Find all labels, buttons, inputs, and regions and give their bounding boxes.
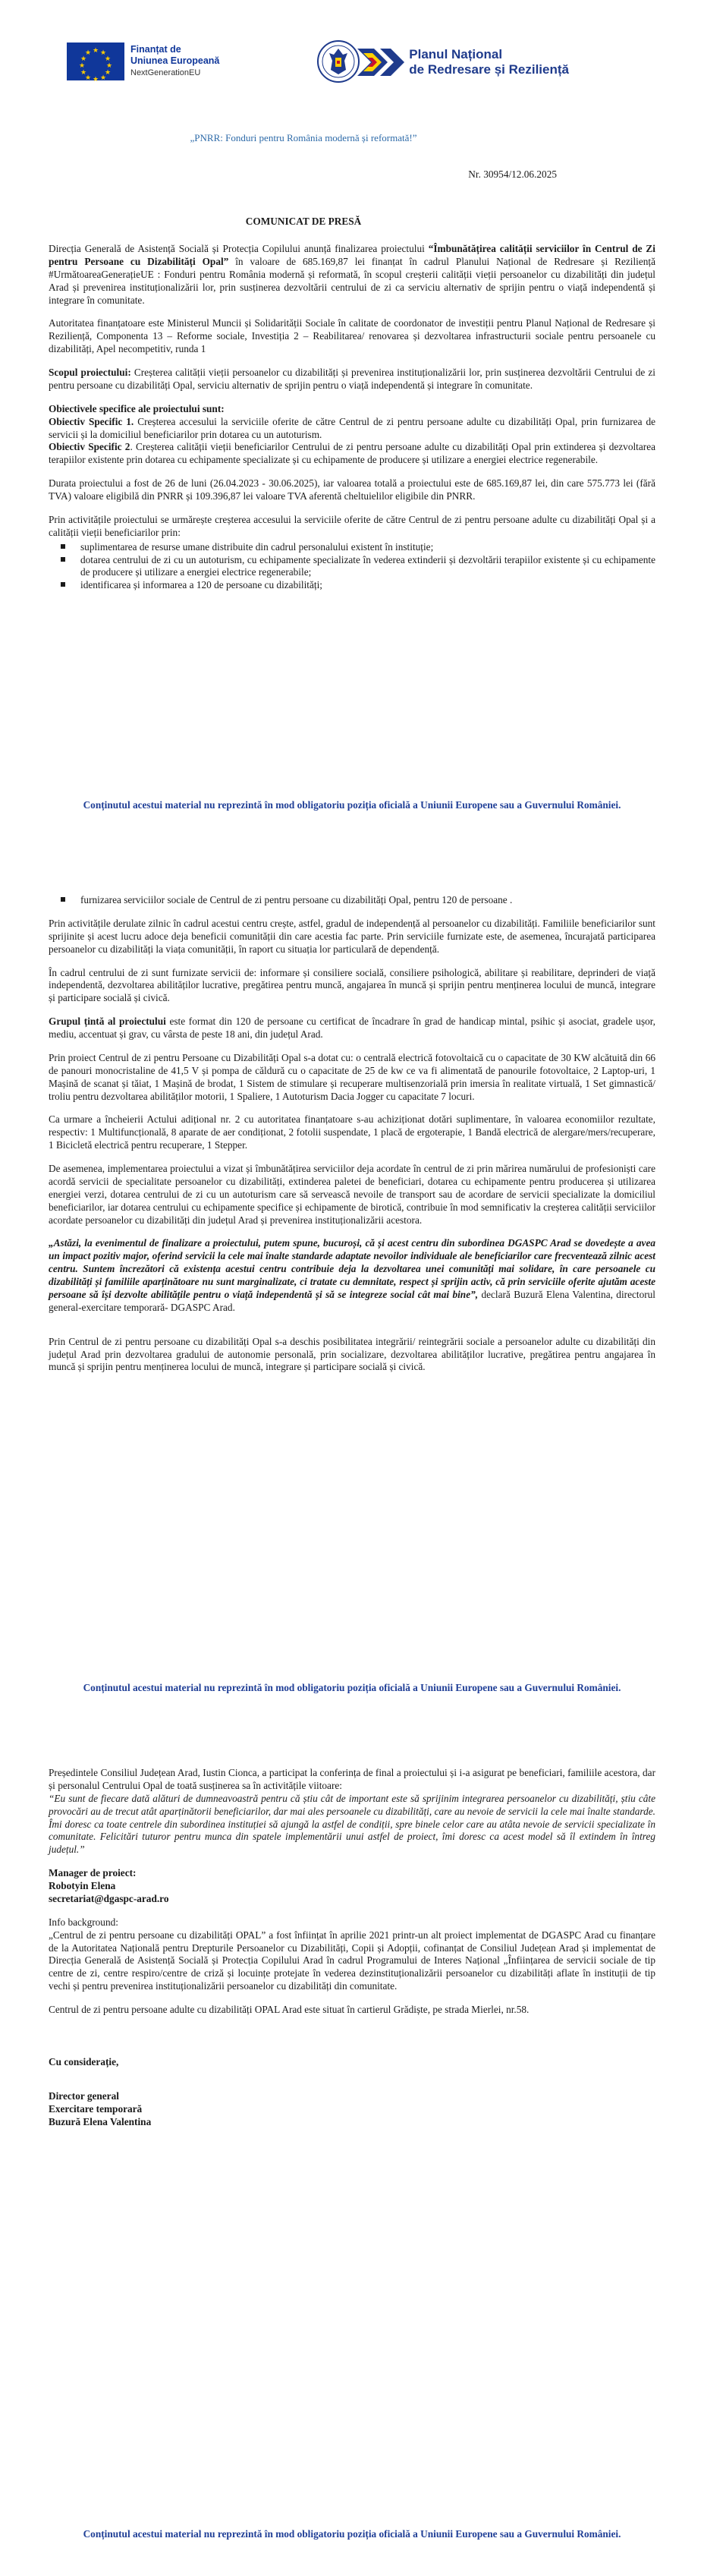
page-3-body: [0, 1767, 704, 2139]
objective-2-label: Obiectiv Specific 2: [49, 441, 130, 453]
signature-line-1: Director general: [49, 2089, 119, 2102]
info-label: Info background:: [49, 1916, 118, 1928]
manager-label: Manager de proiect:: [49, 1867, 137, 1879]
intro-paragraph: [49, 243, 655, 307]
director-quote-attribution: declară Buzură Elena Valentina, directorul general-exercitare temporară- DGASPC Arad.: [49, 1288, 655, 1313]
pnrr-logo-line2: de Redresare și Reziliență: [409, 62, 569, 77]
manager-email-link[interactable]: secretariat@dgaspc-arad.ro: [49, 1892, 169, 1904]
pnrr-logo: [357, 46, 569, 79]
services-paragraph: În cadrul centrului de zi sunt furnizate servicii de: informare și consiliere socială, consiliere psihologică, abilitare și reabilitare, deprinderi de viață independentă, dezvoltarea abilităților lucrative, pregătirea pentru muncă, angajarea în muncă și sprijin pentru menținerea locului de muncă, integrare și participare socială și civică.: [49, 966, 655, 1004]
disclaimer-page-3: Conținutul acestui material nu reprezintă în mod obligatoriu poziția oficială a Uniunii Europene sau a Guvernului României.: [83, 2528, 621, 2540]
objectives-title: Obiectivele specifice ale proiectului sunt:: [49, 402, 225, 414]
director-quote: [49, 1237, 655, 1314]
romanian-government-coat-of-arms-icon: [317, 39, 360, 83]
authority-paragraph: Autoritatea finanțatoare este Ministerul Muncii și Solidarității Sociale în calitate de coordonator de investiții pentru Planul Național de Redresare și Reziliență, Componenta 13 – Reforme sociale, Investiția 2 – Reabilitarea/ renovarea și dezvoltarea infrastructurii sociale pentru persoanele cu dizabilități, Apel necompetitiv, runda 1: [49, 317, 655, 355]
target-group-text: este format din 120 de persoane cu certificat de încadrare în grad de handicap mintal, psihic și asociat, gradele ușor, mediu, accentuat și grav, cu vârsta de peste 18 ani, din județul Arad.: [49, 1016, 655, 1040]
disclaimer-page-2: Conținutul acestui material nu reprezintă în mod obligatoriu poziția oficială a Uniunii Europene sau a Guvernului României.: [83, 1682, 621, 1693]
duration-paragraph: Durata proiectului a fost de 26 de luni (26.04.2023 - 30.06.2025), iar valoarea totală a proiectului este de 685.169,87 lei, din care 575.773 lei (fără TVA) valoare eligibilă din PNRR și 109.396,87 lei valoare TVA aferentă cheltuielilor eligibile din PNRR.: [49, 477, 655, 502]
page-2-body: [0, 894, 704, 1384]
results-paragraph: Prin activitățile derulate zilnic în cadrul acestui centru crește, astfel, gradul de independență al persoanelor cu dizabilități. Familiile beneficiarilor sunt sprijinite și acest lucru adoce deja beneficii comunității din care acestia fac parte. Prin serviciile furnizate este, de asemenea, încurajată participarea persoanelor cu dizabilități la viața comunității, în raport cu situația lor particulară de dependență.: [49, 917, 655, 955]
president-paragraph: Președintele Consiliul Județean Arad, Iustin Cionca, a participat la conferința de final a proiectului și i-a asigurat pe beneficiari, familiile acestora, dar și personalul Centrului Opal de toată susținerea sa în activitățile viitoare:: [49, 1767, 655, 1791]
objective-2: [49, 441, 655, 467]
objective-1-text: Creșterea accesului la serviciile oferite de către Centrul de zi pentru persoane adulte cu dizabilități Opal, prin furnizarea de servicii și la domiciliul beneficiarilor prin dotarea cu un autoturism.: [49, 415, 655, 440]
director-quote-text: „Astăzi, la evenimentul de finalizare a proiectului, putem spune, bucuroși, că și acest centru din subordinea DGASPC Arad se dovedește a avea un impact pozitiv major, oferind servicii la cele mai înalte standarde adaptate nevoilor individuale ale beneficiarilor care frecventează zilnic acest centru. Suntem încrezători că existența acestui centru contribuie deja la dezvoltarea unei comunități mai solidare, în care persoanele cu dizabilități și familiile aparținătoare nu sunt marginalizate, ci tratate cu demnitate, respect și sprijin activ, că prin serviciile oferite ajutăm aceste persoane să își dezvolte abilitățile pentru o viață independentă și să se integreze social cât mai bine”,: [49, 1237, 655, 1300]
disclaimer-page-1: Conținutul acestui material nu reprezintă în mod obligatoriu poziția oficială a Uniunii Europene sau a Guvernului României.: [83, 799, 621, 811]
pnrr-arrow-icon: [357, 46, 404, 79]
header-logos: [67, 39, 569, 85]
centre-paragraph: Prin Centrul de zi pentru persoane cu dizabilități Opal s-a deschis posibilitatea integrării/ reintegrării sociale a persoanelor adulte cu dizabilități din județul Arad prin dezvoltarea gradului de autonomie personală, prin socializare, dezvoltarea abilităților lucrative, pregătirea pentru angajarea în muncă și sprijin pentru menținerea locului de muncă, integrare și participare socială și civică.: [49, 1335, 655, 1373]
eu-funding-logo: [67, 43, 220, 83]
list-item: identificarea și informarea a 120 de persoane cu dizabilități;: [80, 579, 655, 592]
document-number: Nr. 30954/12.06.2025: [468, 168, 557, 180]
target-group-label: Grupul țintă al proiectului: [49, 1016, 166, 1028]
slogan: „PNRR: Fonduri pentru România modernă și reformată!”: [190, 132, 417, 143]
signature-line-3: Buzură Elena Valentina: [49, 2115, 152, 2127]
scope-label: Scopul proiectului:: [49, 367, 131, 378]
objective-1: [49, 416, 655, 442]
activities-intro: Prin activitățile proiectului se urmărește creșterea accesului la serviciile oferite de către Centrul de zi pentru persoane adulte cu dizabilități Opal și a calității vieții beneficiarilor prin:: [49, 513, 655, 538]
project-title: “Îmbunătățirea calității serviciilor în Centrul de Zi pentru Persoane cu Dizabilități Opal”: [49, 243, 655, 267]
list-item: suplimentarea de resurse umane distribuite din cadrul personalului existent în instituție;: [80, 541, 655, 554]
target-group-paragraph: [49, 1016, 655, 1041]
objective-2-text: . Creșterea calității vieții beneficiarilor Centrului de zi pentru persoane adulte cu dizabilități Opal prin extinderea și dezvoltarea terapiilor existente prin dotarea cu echipamente specializate și cu echipamente de producere și utilizare a energiei electrice regenerabile.: [49, 441, 655, 466]
list-item: dotarea centrului de zi cu un autoturism, cu echipamente specializate în vederea extinderii și dezvoltării terapiilor existente și cu echipamente de producere și utilizare a energiei electrice regenerabile;: [80, 553, 655, 578]
addendum-paragraph: Ca urmare a încheierii Actului adițional nr. 2 cu autoritatea finanțatoare s-au achiziționat dotări suplimentare, în valoarea economiilor rezultate, respectiv: 1 Multifuncțională, 8 aparate de aer condiționat, 2 fotolii suspendate, 1 placă de ergoterapie, 1 Bandă electrică de alergare/mers/recuperare, 1 Bicicletă electrică pentru recuperare, 1 Stepper.: [49, 1113, 655, 1151]
eu-flag-icon: ★ ★ ★ ★ ★ ★ ★ ★ ★ ★ ★ ★: [67, 43, 124, 80]
eu-logo-line3: NextGenerationEU: [130, 68, 201, 78]
list-item: furnizarea serviciilor sociale de Centrul de zi pentru persoane cu dizabilități Opal, pentru 120 de persoane .: [80, 894, 655, 907]
pnrr-logo-line1: Planul Național: [409, 46, 503, 61]
impact-paragraph: De asemenea, implementarea proiectului a vizat și îmbunătățirea serviciilor deja acordate în centrul de zi prin mărirea numărului de profesioniști care acordă servicii de specialitate persoanelor cu dizabilități, extinderea paletei de beneficiari, dotarea cu echipamente pentru producerea și utilizarea energiei verzi, dotarea centrului de zi cu un autoturism care să servească nevoile de transport sau de acordare de servicii specializate la domiciliul beneficiarilor, iar dotarea centrului cu echipamente specifice și echipamente de birotică, contribuie în mod semnificativ la creșterea calității serviciilor acordate persoanelor cu dizabilități din județul Arad și prevenirea instituționalizării acestora.: [49, 1163, 655, 1226]
activities-list-continued: [49, 894, 655, 907]
scope-text: Creșterea calității vieții persoanelor cu dizabilități și prevenirea instituționalizării lor, prin susținerea dezvoltării Centrului de zi pentru persoane cu dizabilități Opal, serviciu alternativ de sprijin pentru o viață independentă și integrare în comunitate.: [49, 367, 655, 391]
document-title: COMUNICAT DE PRESĂ: [245, 216, 362, 227]
closing: Cu considerație,: [49, 2055, 119, 2067]
eu-logo-line2: Uniunea Europeană: [130, 55, 220, 67]
eu-logo-line1: Finanțat de: [130, 44, 181, 55]
scope-paragraph: [49, 367, 655, 392]
manager-name: Robotyin Elena: [49, 1880, 116, 1891]
info-paragraph: „Centrul de zi pentru persoane cu dizabilități OPAL” a fost înființat în aprilie 2021 printr-un alt proiect implementat de DGASPC Arad cu finanțare de la Autoritatea Națională pentru Drepturile Persoanelor cu Dizabilități, Copii și Adopții, cofinanțat de Consiliul Județean Arad și implementat de Direcția Generală de Asistență Socială și Protecția Copilului Arad în cadrul Programului de Interes Național „Înființarea de servicii sociale de tip centre de zi, centre respiro/centre de criză și locuințe protejate în vederea dezinstituționalizării persoanelor cu dizabilități aflate în instituții de tip vechi și pentru prevenirea instituționalizării persoanelor cu dizabilități din comunitate.: [49, 1929, 655, 1992]
objective-1-label: Obiectiv Specific 1.: [49, 415, 134, 427]
activities-list: [49, 541, 655, 593]
intro-text-b: în valoare de 685.169,87 lei finanțat în cadrul Planului Național de Redresare și Reziliență #UrmătoareaGenerațieUE : Fonduri pentru România modernă și reformată, în scopul creșterii calității vieții persoanelor cu dizabilități din județul Arad și prevenirea instituționalizării lor, prin susținerea dezvoltării centrului de zi ca serviciu alternativ de sprijin pentru o viață independentă și integrare în comunitate.: [49, 255, 655, 306]
page-1-body: [0, 243, 704, 603]
signature-line-2: Exercitare temporară: [49, 2102, 143, 2115]
equipment-paragraph: Prin proiect Centrul de zi pentru Persoane cu Dizabilități Opal s-a dotat cu: o centrală electrică fotovoltaică cu o capacitate de 30 KW alcătuită din 66 de panouri monocristaline de 41,5 V și pompa de căldură cu o capacitate de 25 de kw ce va fi alimentată de panourile fotovoltaice, 2 Laptop-uri, 1 Mașină de scanat și tăiat, 1 Mașină de brodat, 1 Sistem de stimulare și recuperare multisenzorială prin imersia în realitate virtuală, 1 Set gimnastică/ troliu pentru dezvoltarea abilităților motorii, 1 Spaliere, 1 Autoturism Dacia Jogger cu capacitate 7 locuri.: [49, 1051, 655, 1102]
president-quote: “Eu sunt de fiecare dată alături de dumneavoastră pentru că știu cât de important este să sprijinim integrarea persoanelor cu dizabilități, știu câte provocări au de trecut atât aparținătorii beneficiarilor, dar mai ales persoanele cu dizabilități, care au nevoie de servicii la cele mai înalte standarde. Îmi doresc ca toate centrele din subordinea instituției să ajungă la astfel de condiții, spre binele celor care au atâta nevoie de servicii specializate în comunitate. Felicitări tuturor pentru munca din spatele implementării unui astfel de proiect, îmi doresc ca acest model să îl extindem în întreg județul.”: [49, 1792, 655, 1856]
address-paragraph: Centrul de zi pentru persoane adulte cu dizabilități OPAL Arad este situat în cartierul Grădiște, pe strada Mierlei, nr.58.: [49, 2004, 530, 2015]
intro-text-a: Direcția Generală de Asistență Socială și Protecția Copilului anunță finalizarea proiectului: [49, 243, 429, 254]
